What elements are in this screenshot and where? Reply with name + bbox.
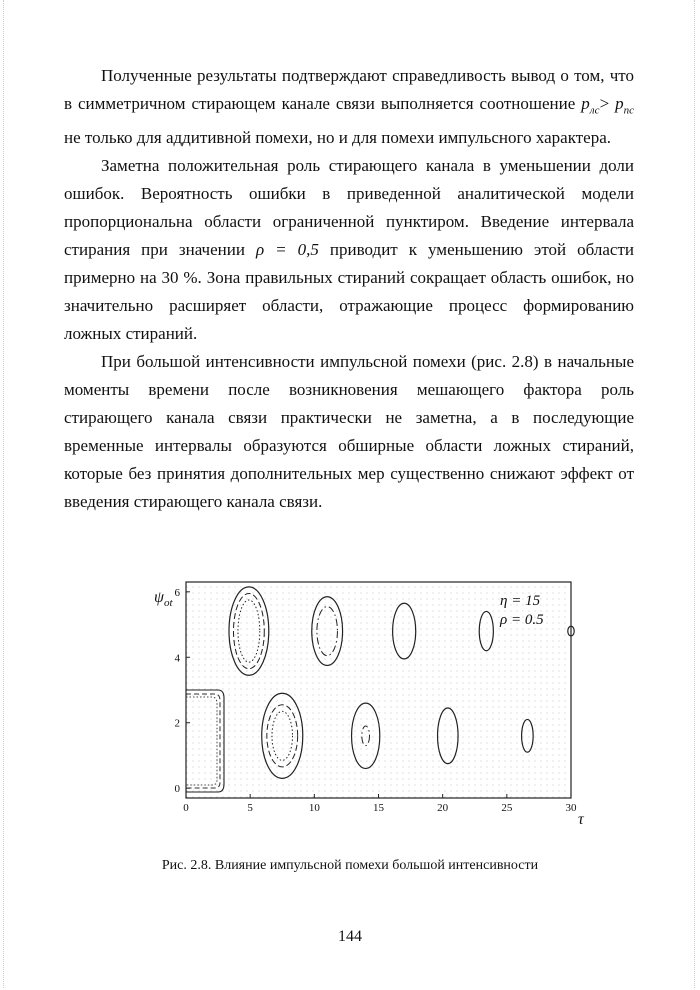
figure-caption: Рис. 2.8. Влияние импульсной помехи большой интенсивности	[161, 858, 539, 873]
y-tick-label-0: 0	[174, 783, 180, 796]
p-pc-base: p	[615, 94, 624, 113]
y-axis-label-sub: ot	[163, 597, 173, 609]
paragraph-2-text-before: Заметна положительная роль стирающего канала в уменьшении доли ошибок. Вероятность ошибки в приведенной аналитической модели пропорциональна области ограниченной пунктиром. Введение интервала стирания при значении	[64, 156, 634, 260]
page-number: 144	[338, 928, 362, 945]
x-tick-label-5: 25	[501, 802, 513, 814]
y-axis-label	[154, 589, 173, 609]
y-tick-label-1: 2	[174, 717, 180, 730]
legend-eta: η = 15	[500, 593, 541, 609]
x-tick-label-6: 30	[565, 802, 577, 814]
x-tick-label-3: 15	[373, 802, 384, 814]
p-pc-sub: пс	[623, 104, 634, 117]
legend-rho: ρ = 0.5	[500, 612, 544, 628]
figure-2-8	[150, 580, 590, 830]
x-axis-label: τ	[578, 811, 584, 828]
x-tick-label-0: 0	[183, 802, 189, 814]
rho-formula: ρ = 0,5	[255, 240, 319, 260]
x-tick-label-4: 20	[437, 802, 449, 814]
paragraph-2-text-after: приводит к уменьшению этой области примерно на 30 %. Зона правильных стираний сокращает область ошибок, но значительно расширяет области, отражающие процесс формированию ложных стираний.	[64, 240, 634, 344]
paragraph-1	[64, 62, 634, 152]
relation-sign: >	[599, 94, 616, 113]
x-tick-label-2: 10	[308, 802, 320, 814]
paragraph-3: При большой интенсивности импульсной помехи (рис. 2.8) в начальные моменты времени после возникновения мешающего фактора роль стирающего канала связи практически не заметна, а в последующие временные интервалы образуются обширные области ложных стираний, которые без принятия дополнительных мер существенно снижают эффект от введения стирающего канала связи.	[64, 352, 634, 512]
inequality	[581, 94, 634, 117]
y-tick-label-3: 6	[174, 586, 180, 599]
y-axis-label-base: ψ	[154, 589, 164, 606]
contour-chart	[150, 580, 590, 830]
paragraph-1-text-before: Полученные результаты подтверждают справедливость вывод о том, что в симметричном стирающем канале связи выполняется соотношение	[64, 66, 634, 113]
x-tick-label-1: 5	[247, 802, 253, 814]
p-lc-base: p	[581, 94, 590, 113]
body-text	[64, 62, 634, 516]
y-tick-label-2: 4	[174, 652, 180, 665]
p-lc-sub: лс	[589, 104, 600, 117]
paragraph-1-text-after: не только для аддитивной помехи, но и для помехи импульсного характера.	[64, 128, 612, 148]
paragraph-2	[64, 152, 634, 348]
